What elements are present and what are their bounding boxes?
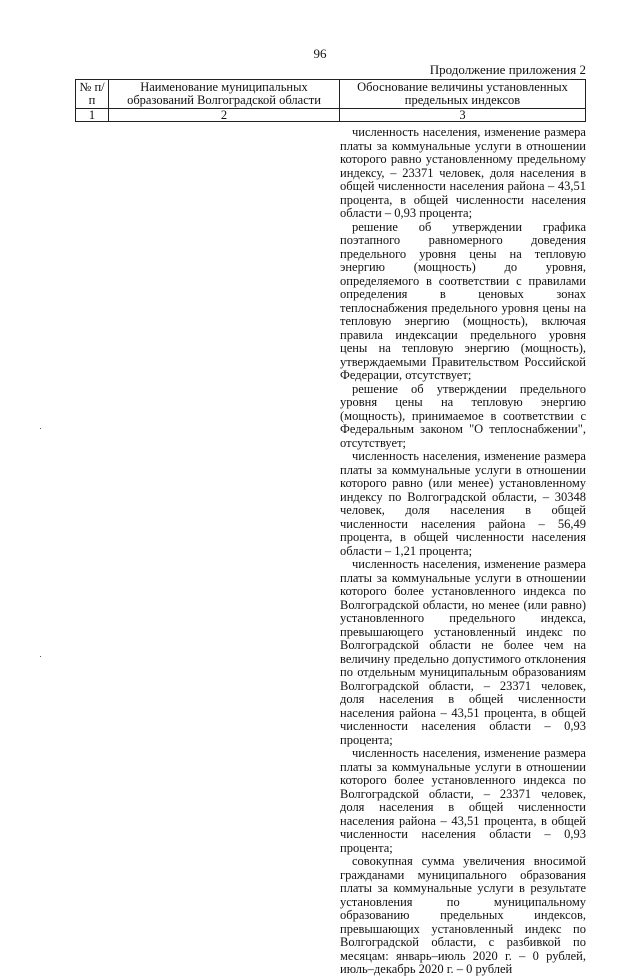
column-number-3: 3 xyxy=(340,109,586,122)
paragraph-population-equal-limit: численность населения, изменение размера платы за коммунальные услуги в отношении которого равно установленному предельному индексу, – 23371 человек, доля населения в общей численности населения района – 43,51 процента, в общей численности населения области – 0,93 процента; xyxy=(340,125,586,220)
paragraph-heat-price-schedule: решение об утверждении графика поэтапного равномерного доведения предельного уровня цены на тепловую энергию (мощность) до уровня, определяемого в соответствии с правилами определения в ценовых зонах теплоснабжения предельного уровня цены на тепловую энергию (мощность), включая правила индексации предельного уровня цены на тепловую энергию (мощность), утверждаемыми Правительством Российской Федерации, отсутствует; xyxy=(340,219,586,382)
table-header-row xyxy=(76,80,586,109)
column-number-2: 2 xyxy=(109,109,340,122)
scan-speck xyxy=(40,656,41,657)
appendix-table-header xyxy=(75,79,586,122)
column-number-1: 1 xyxy=(76,109,109,122)
column-header-number: № п/п xyxy=(76,80,109,109)
column-header-justification: Обоснование величины установленных предельных индексов xyxy=(340,80,586,109)
appendix-continuation-note: Продолжение приложения 2 xyxy=(429,62,586,77)
page-number: 96 xyxy=(313,46,327,61)
paragraph-total-payment-increase: совокупная сумма увеличения вносимой гражданами муниципального образования платы за коммунальные услуги в результате установления по муниципальному образованию предельных индексов, превышающих установленный индекс по Волгоградской области, с разбивкой по месяцам: январь–июль 2020 г. – 0 рублей, июль–декабрь 2020 г. – 0 рублей xyxy=(340,854,586,976)
paragraph-heat-price-limit: решение об утверждении предельного уровня цены на тепловую энергию (мощность), принимаемое в соответствии с Федеральным законом "О теплоснабжении", отсутствует; xyxy=(340,381,586,450)
column-number-row xyxy=(76,109,586,122)
column-header-municipality: Наименование муниципальных образований Волгоградской области xyxy=(109,80,340,109)
justification-text xyxy=(340,126,586,977)
paragraph-population-below-index: численность населения, изменение размера платы за коммунальные услуги в отношении которого равно (или менее) установленному индексу по Волгоградской области, – 30348 человек, доля населения в общей численности населения района – 56,49 процента, в общей численности населения области – 1,21 процента; xyxy=(340,449,586,558)
paragraph-population-within-deviation: численность населения, изменение размера платы за коммунальные услуги в отношении которого более установленного индекса по Волгоградской области, но менее (или равно) установленного предельного индекса, превышающего установленный индекс по Волгоградской области не более чем на величину предельно допустимого отклонения по отдельным муниципальным образованиям Волгоградской области, – 23371 человек, доля населения в общей численности населения района – 43,51 процента, в общей численности населения области – 0,93 процента; xyxy=(340,557,586,747)
scan-speck xyxy=(40,428,41,429)
paragraph-population-above-index: численность населения, изменение размера платы за коммунальные услуги в отношении которого более установленного индекса по Волгоградской области, – 23371 человек, доля населения в общей численности населения района – 43,51 процента, в общей численности населения области – 0,93 процента; xyxy=(340,746,586,855)
